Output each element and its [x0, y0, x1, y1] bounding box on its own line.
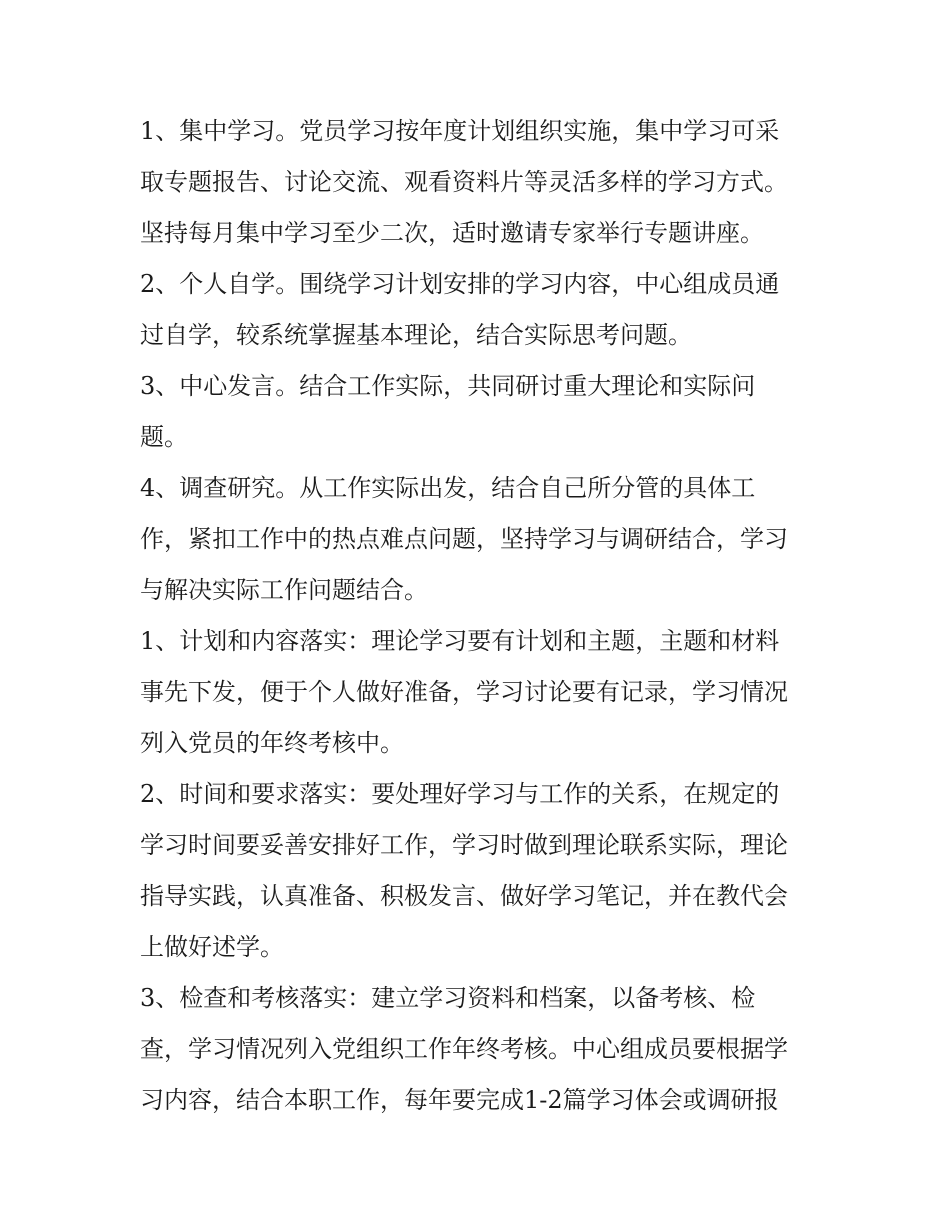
text-line: 坚持每月集中学习至少二次，适时邀请专家举行专题讲座。 [140, 219, 764, 247]
text-line: 上做好述学。 [140, 933, 284, 961]
text-line: 3、检查和考核落实：建立学习资料和档案，以备考核、检 [140, 984, 756, 1012]
text-line: 学习时间要妥善安排好工作，学习时做到理论联系实际，理论 [140, 831, 788, 859]
text-line: 取专题报告、讨论交流、观看资料片等灵活多样的学习方式。 [140, 168, 788, 196]
text-line: 2、个人自学。围绕学习计划安排的学习内容，中心组成员通 [140, 270, 780, 298]
text-line: 列入党员的年终考核中。 [140, 729, 404, 757]
text-line: 4、调查研究。从工作实际出发，结合自己所分管的具体工 [140, 474, 756, 502]
text-line: 1、集中学习。党员学习按年度计划组织实施，集中学习可采 [140, 117, 780, 145]
text-line: 事先下发，便于个人做好准备，学习讨论要有记录，学习情况 [140, 678, 788, 706]
text-line: 过自学，较系统掌握基本理论，结合实际思考问题。 [140, 321, 692, 349]
text-line: 题。 [140, 423, 188, 451]
text-line: 查，学习情况列入党组织工作年终考核。中心组成员要根据学 [140, 1035, 788, 1063]
text-line: 3、中心发言。结合工作实际，共同研讨重大理论和实际问 [140, 372, 756, 400]
text-line: 习内容，结合本职工作，每年要完成1-2篇学习体会或调研报 [140, 1086, 779, 1114]
text-line: 1、计划和内容落实：理论学习要有计划和主题，主题和材料 [140, 627, 780, 655]
text-line: 2、时间和要求落实：要处理好学习与工作的关系，在规定的 [140, 780, 780, 808]
text-line: 指导实践，认真准备、积极发言、做好学习笔记，并在教代会 [140, 882, 788, 910]
text-line: 作，紧扣工作中的热点难点问题，坚持学习与调研结合，学习 [140, 525, 788, 553]
text-line: 与解决实际工作问题结合。 [140, 576, 428, 604]
